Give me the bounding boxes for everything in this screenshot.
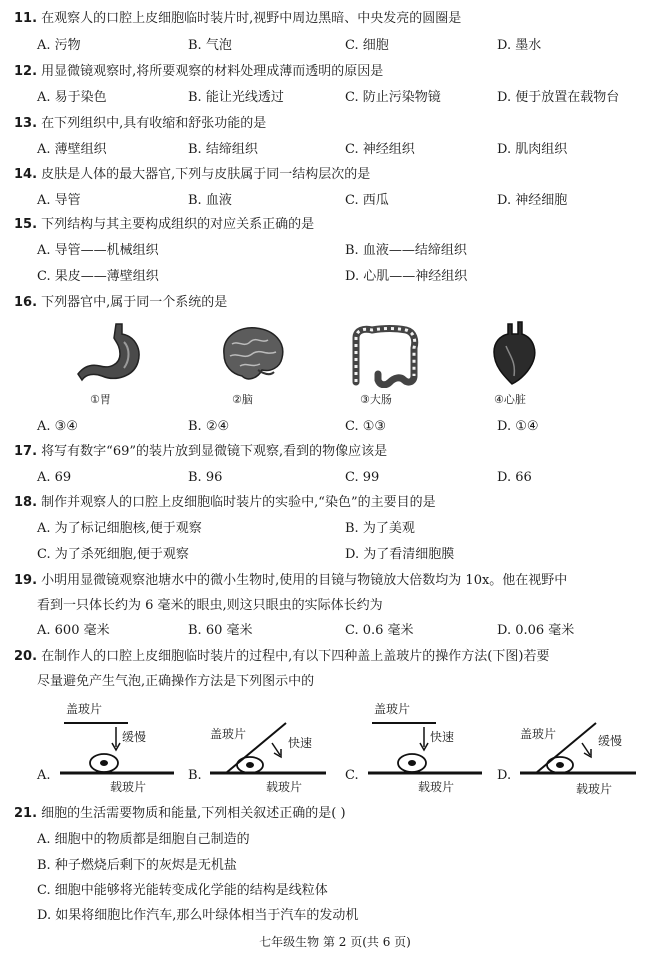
option-b: B. 血液——结缔组织 <box>345 243 467 258</box>
option-b: B. 能让光线透过 <box>188 90 284 105</box>
option-a: A. 69 <box>37 470 72 485</box>
option-a: A. 易于染色 <box>37 90 107 105</box>
option-c: C. 细胞 <box>345 38 389 53</box>
option-a: A. <box>37 768 51 783</box>
image-caption: ①胃 <box>90 393 111 406</box>
option-b: B. 96 <box>188 470 223 485</box>
question-number: 19. <box>14 573 38 588</box>
option-c: C. 果皮——薄壁组织 <box>37 269 159 284</box>
question-stem: 细胞的生活需要物质和能量,下列相关叙述正确的是( ) <box>41 806 346 821</box>
question-stem: 用显微镜观察时,将所要观察的材料处理成薄而透明的原因是 <box>41 64 384 79</box>
question-12 <box>14 63 383 81</box>
question-stem: 制作并观察人的口腔上皮细胞临时装片的实验中,“染色”的主要目的是 <box>41 495 436 510</box>
option-c: C. 为了杀死细胞,便于观察 <box>37 547 189 562</box>
cover-slip-label: 盖玻片 <box>520 727 557 741</box>
question-14 <box>14 166 370 184</box>
question-19 <box>14 572 567 590</box>
stomach-image <box>76 318 148 386</box>
option-a: A. 导管——机械组织 <box>37 243 159 258</box>
option-b: B. 60 毫米 <box>188 623 253 638</box>
option-d: D. 肌肉组织 <box>497 142 568 157</box>
option-c: C. 神经组织 <box>345 142 415 157</box>
question-13 <box>14 115 266 133</box>
question-number: 13. <box>14 116 38 131</box>
option-b: B. 种子燃烧后剩下的灰烬是无机盐 <box>37 858 237 873</box>
option-a: A. 薄壁组织 <box>37 142 107 157</box>
question-15 <box>14 216 314 234</box>
option-d: D. 0.06 毫米 <box>497 623 575 638</box>
question-stem: 小明用显微镜观察池塘水中的微小生物时,使用的目镜与物镜放大倍数均为 10x。他在视野中 <box>41 573 568 588</box>
option-b: B. 血液 <box>188 193 232 208</box>
option-a: A. 600 毫米 <box>37 623 110 638</box>
question-number: 21. <box>14 806 38 821</box>
question-16 <box>14 294 227 312</box>
option-a: A. 污物 <box>37 38 81 53</box>
question-number: 16. <box>14 295 38 310</box>
question-stem: 将写有数字“69”的装片放到显微镜下观察,看到的物像应该是 <box>41 444 388 459</box>
option-a: A. ③④ <box>37 419 78 434</box>
image-caption: ④心脏 <box>494 393 526 406</box>
option-a: A. 导管 <box>37 193 81 208</box>
option-d: D. 神经细胞 <box>497 193 568 208</box>
option-c: C. 细胞中能够将光能转变成化学能的结构是线粒体 <box>37 883 328 898</box>
fast-label: 快速 <box>288 736 313 750</box>
option-b: B. 结缔组织 <box>188 142 258 157</box>
option-d: D. ①④ <box>497 419 539 434</box>
brain-image <box>218 322 288 384</box>
question-number: 11. <box>14 11 38 26</box>
option-d: D. <box>497 768 512 783</box>
option-b: B. 气泡 <box>188 38 232 53</box>
option-b: B. <box>188 768 202 783</box>
option-c: C. 0.6 毫米 <box>345 623 414 638</box>
cover-slip-label: 盖玻片 <box>66 702 103 716</box>
option-d: D. 便于放置在载物台 <box>497 90 620 105</box>
image-caption: ②脑 <box>232 393 253 406</box>
question-20 <box>14 648 549 666</box>
cover-slip-label: 盖玻片 <box>210 727 247 741</box>
option-a: A. 细胞中的物质都是细胞自己制造的 <box>37 832 250 847</box>
question-21 <box>14 805 346 823</box>
question-stem: 在下列组织中,具有收缩和舒张功能的是 <box>41 116 267 131</box>
option-c: C. 99 <box>345 470 380 485</box>
option-c: C. 西瓜 <box>345 193 389 208</box>
page-footer: 七年级生物 第 2 页(共 6 页) <box>259 935 411 949</box>
question-stem: 在制作人的口腔上皮细胞临时装片的过程中,有以下四种盖上盖玻片的操作方法(下图)若要 <box>41 649 550 664</box>
option-d: D. 66 <box>497 470 532 485</box>
slow-label: 缓慢 <box>122 730 147 744</box>
question-stem-continued: 尽量避免产生气泡,正确操作方法是下列图示中的 <box>37 674 315 689</box>
question-stem-continued: 看到一只体长约为 6 毫米的眼虫,则这只眼虫的实际体长约为 <box>37 598 383 613</box>
question-stem: 下列器官中,属于同一个系统的是 <box>41 295 228 310</box>
question-number: 20. <box>14 649 38 664</box>
slide-label: 载玻片 <box>576 782 613 796</box>
option-b: B. ②④ <box>188 419 230 434</box>
question-number: 12. <box>14 64 38 79</box>
question-11 <box>14 10 461 28</box>
question-17 <box>14 443 387 461</box>
question-number: 15. <box>14 217 38 232</box>
option-c: C. ①③ <box>345 419 387 434</box>
option-b: B. 为了美观 <box>345 521 415 536</box>
image-caption: ③大肠 <box>360 393 392 406</box>
question-number: 14. <box>14 167 38 182</box>
option-c: C. <box>345 768 359 783</box>
option-d: D. 如果将细胞比作汽车,那么叶绿体相当于汽车的发动机 <box>37 908 359 923</box>
slow-label: 缓慢 <box>598 734 623 748</box>
option-d: D. 为了看清细胞膜 <box>345 547 455 562</box>
cover-slip-label: 盖玻片 <box>374 702 411 716</box>
slide-label: 载玻片 <box>110 780 147 794</box>
option-d: D. 墨水 <box>497 38 542 53</box>
large-intestine-image <box>344 322 424 388</box>
slide-label: 载玻片 <box>266 780 303 794</box>
option-c: C. 防止污染物镜 <box>345 90 441 105</box>
question-18 <box>14 494 436 512</box>
question-number: 17. <box>14 444 38 459</box>
option-a: A. 为了标记细胞核,便于观察 <box>37 521 202 536</box>
question-stem: 在观察人的口腔上皮细胞临时装片时,视野中周边黑暗、中央发亮的圆圈是 <box>41 11 462 26</box>
fast-label: 快速 <box>430 730 455 744</box>
question-number: 18. <box>14 495 38 510</box>
slide-label: 载玻片 <box>418 780 455 794</box>
question-stem: 皮肤是人体的最大器官,下列与皮肤属于同一结构层次的是 <box>41 167 371 182</box>
heart-image <box>490 320 540 386</box>
option-d: D. 心肌——神经组织 <box>345 269 468 284</box>
question-stem: 下列结构与其主要构成组织的对应关系正确的是 <box>41 217 315 232</box>
